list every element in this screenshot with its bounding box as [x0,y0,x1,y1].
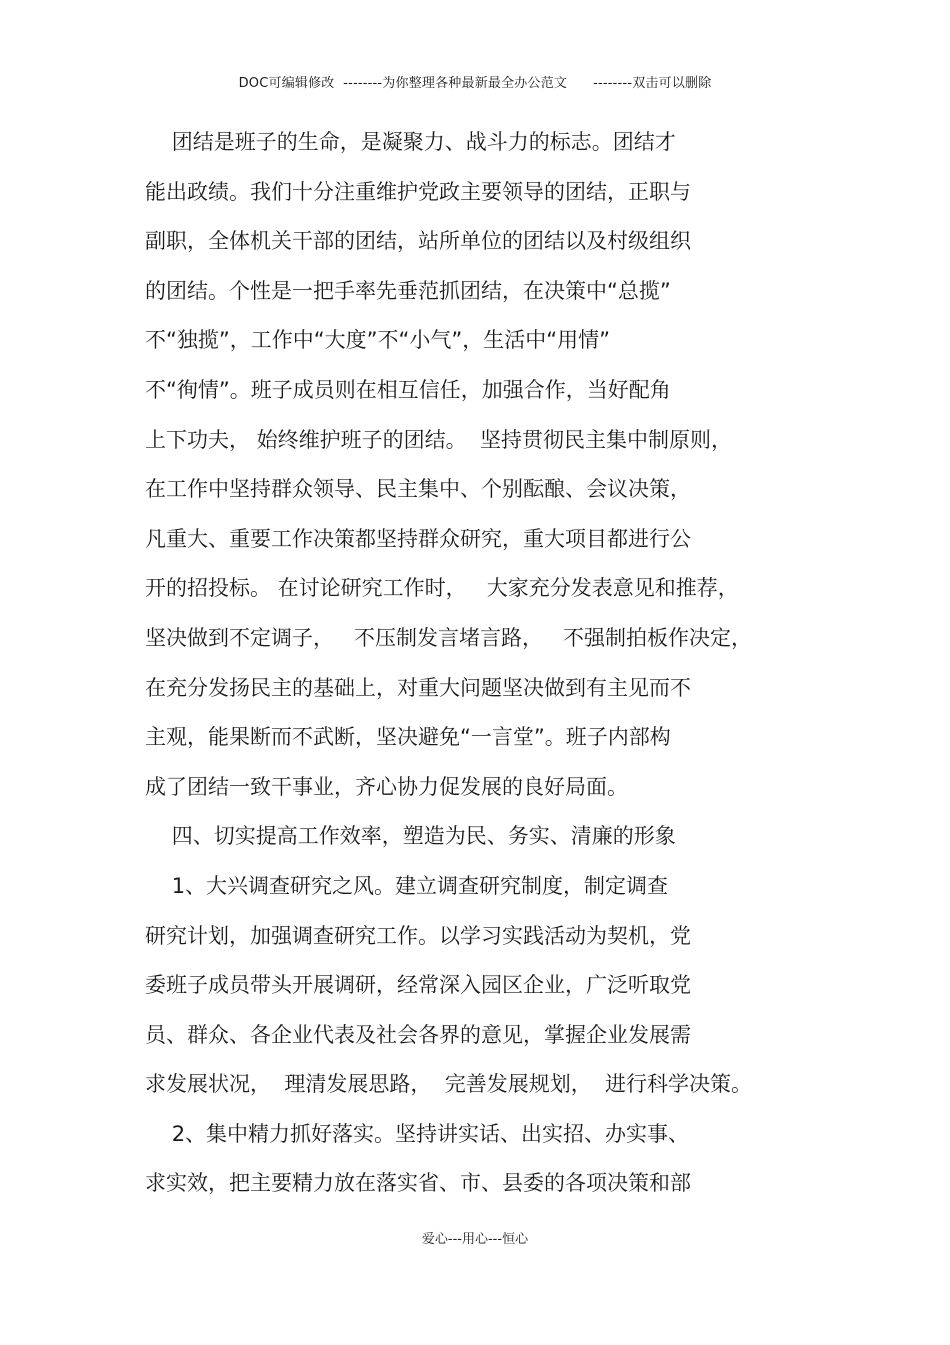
text-line: 的团结。个性是一把手率先垂范抓团结，在决策中“总揽” [145,278,671,303]
text-line: 在工作中坚持群众领导、民主集中、个别酝酿、会议决策， [145,477,691,502]
text-line: 能出政绩。我们十分注重维护党政主要领导的团结，正职与 [145,179,691,204]
text-line: 委班子成员带头开展调研，经常深入园区企业，广泛听取党 [145,973,691,998]
document-body [145,118,815,1209]
text-line: 求实效，把主要精力放在落实省、市、县委的各项决策和部 [145,1171,691,1196]
text-line: 团结是班子的生命，是凝聚力、战斗力的标志。团结才 [145,130,676,154]
text-line: 副职，全体机关干部的团结，站所单位的团结以及村级组织 [145,229,691,254]
text-line: 不“徇情”。班子成员则在相互信任，加强合作，当好配角 [145,377,671,402]
text-line: 上下功夫， 始终维护班子的团结。 坚持贯彻民主集中制原则， [145,427,733,452]
page-header: DOC可编辑修改 --------为你整理各种最新最全办公范文 --------双击可以删除 [238,76,712,91]
section-heading: 四、切实提高工作效率，塑造为民、务实、清廉的形象 [145,824,676,849]
text-line: 开的招投标。 在讨论研究工作时， 大家充分发表意见和推荐， [145,576,739,601]
text-line: 成了团结一致干事业，齐心协力促发展的良好局面。 [145,774,628,799]
text-line: 1、大兴调查研究之风。建立调查研究制度，制定调查 [145,873,669,898]
text-line: 求发展状况， 理清发展思路， 完善发展规划， 进行科学决策。 [145,1072,753,1097]
text-line: 员、群众、各企业代表及社会各界的意见，掌握企业发展需 [145,1022,691,1047]
text-line: 坚决做到不定调子， 不压制发言堵言路， 不强制拍板作决定， [145,625,753,650]
text-line: 凡重大、重要工作决策都坚持群众研究，重大项目都进行公 [145,526,691,551]
text-line: 在充分发扬民主的基础上，对重大问题坚决做到有主见而不 [145,675,691,700]
page-footer: 爱心---用心---恒心 [421,1232,529,1247]
text-line: 不“独揽”，工作中“大度”不“小气”，生活中“用情” [145,328,611,353]
text-line: 2、集中精力抓好落实。坚持讲实话、出实招、办实事、 [145,1121,690,1146]
text-line: 研究计划，加强调查研究工作。以学习实践活动为契机，党 [145,923,691,948]
text-line: 主观，能果断而不武断，坚决避免“一言堂”。班子内部构 [145,725,671,750]
